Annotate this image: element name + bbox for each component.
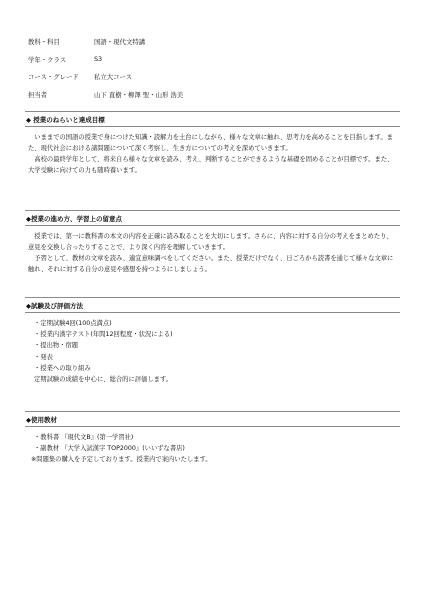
list-item: ・提出物・宿題 — [34, 342, 79, 350]
section-body — [25, 226, 400, 275]
info-label: 学年・クラス — [28, 55, 67, 64]
list-item: ・発表 — [34, 353, 53, 361]
info-label: コース・グレード — [28, 73, 79, 82]
list-item: ・授業内漢字テスト(年間12回程度・状況による) — [34, 331, 173, 339]
list-item: ・教科書 『現代文B』(第一学習社) — [34, 434, 134, 441]
info-label: 教科・科目 — [28, 38, 60, 47]
section-body — [25, 427, 400, 465]
materials-note: ※問題集の購入を予定しております。授業内で案内いたします。 — [31, 456, 212, 464]
info-row-course — [28, 68, 288, 86]
section-heading: ◆試験及び評価方法 — [25, 297, 400, 313]
info-value: 山下 直樹・柳澤 聖・山形 浩美 — [94, 90, 184, 99]
section-aims — [25, 111, 400, 176]
info-label: 担当者 — [28, 90, 48, 99]
evaluation-note: 定期試験の成績を中心に、総合的に評価します。 — [34, 376, 173, 384]
course-info — [28, 33, 288, 103]
info-row-grade-class — [28, 51, 288, 69]
list-item: ・定期試験4回(100点満点) — [34, 320, 112, 327]
list-item: ・副教材 『大学入試漢字 TOP2000』(いいずな書店) — [34, 445, 185, 453]
info-value: S3 — [94, 55, 103, 64]
section-heading: ◆授業の進め方、学習上の留意点 — [25, 210, 400, 226]
info-value: 国語・現代文特講 — [94, 38, 146, 47]
paragraph: 授業では、第一に教科書の本文の内容を正確に読み取ることを大切にします。さらに、内容に対する自分の考えをまとめたり、意見を交換し合ったりすることで、より深く内容を理解していきます。 — [28, 233, 393, 251]
section-heading: ◆使用教材 — [25, 411, 400, 427]
paragraph: 高校の最終学年として、将来自ら様々な文章を読み、考え、判断することができるような基礎を固めることが目標です。また、大学受験に向けての力も随時養います。 — [28, 156, 394, 174]
evaluation-list — [28, 318, 396, 374]
list-item: ・授業への取り組み — [34, 364, 91, 372]
section-method — [25, 210, 400, 275]
section-heading: ◆ 授業のねらいと達成目標 — [25, 111, 400, 127]
info-row-teachers — [28, 86, 288, 104]
paragraph: いままでの国語の授業で身につけた知識・読解力を土台にしながら、様々な文章に触れ、思考力を高めることを目指します。また、現代社会における諸問題について深く考察し、生き方についての考えを深めていきます。 — [28, 134, 393, 152]
section-body — [25, 313, 400, 385]
info-value: 私立大コース — [94, 73, 133, 82]
paragraph: 予習として、教材の文章を読み、適宜意味調べをしてください。また、授業だけでなく、日ごろから読書を通じて様々な文章に触れ、それに対する自分の意見や感想を持つようにしましょう。 — [28, 255, 394, 273]
section-body — [25, 127, 400, 176]
materials-list — [28, 432, 396, 454]
section-evaluation — [25, 297, 400, 385]
info-row-subject — [28, 33, 288, 51]
section-materials — [25, 411, 400, 465]
